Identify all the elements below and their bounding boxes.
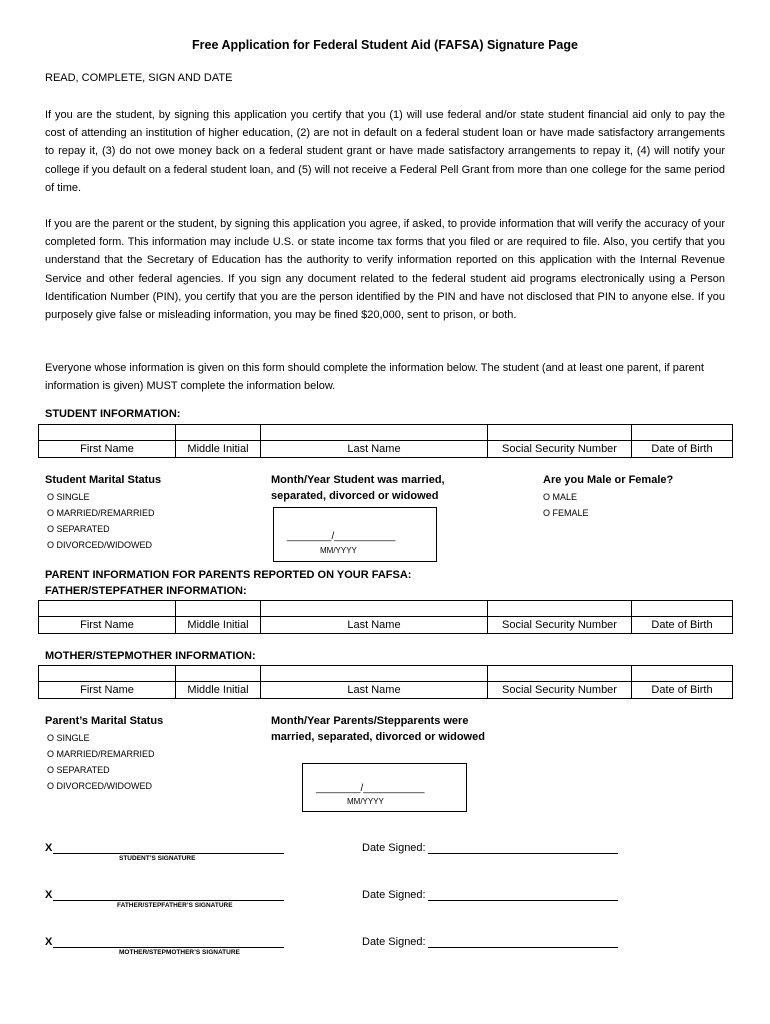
last-name-label: Last Name xyxy=(261,441,488,458)
father-ssn-field[interactable] xyxy=(488,601,632,617)
middle-initial-label: Middle Initial xyxy=(176,441,261,458)
mother-first-name-field[interactable] xyxy=(39,666,176,682)
last-name-label: Last Name xyxy=(261,617,488,634)
last-name-label: Last Name xyxy=(261,682,488,699)
student-married-heading-2: separated, divorced or widowed xyxy=(271,490,439,502)
middle-initial-label: Middle Initial xyxy=(176,617,261,634)
first-name-label: First Name xyxy=(39,682,176,699)
gender-options xyxy=(543,489,589,521)
student-dob-field[interactable] xyxy=(632,425,733,441)
student-marital-heading: Student Marital Status xyxy=(45,474,162,486)
student-info-heading: STUDENT INFORMATION: xyxy=(45,408,181,420)
father-last-name-field[interactable] xyxy=(261,601,488,617)
verification-paragraph: If you are the parent or the student, by signing this application you agree, if asked, to provide information that will verify the accuracy of your completed form. This information may include U.S. or state income tax forms that you filed or are required to file. Also, you certify that you understand that the Secretary of Education has the authority to verify information reported on this application with the Internal Revenue Service and other federal agencies. If you sign any document related to the federal student aid programs electronically using a Person Identification Number (PIN), you certify that you are the person identified by the PIN and have not disclosed that PIN to anyone else. If you purposely give false or misleading information, you may be fined $20,000, sent to prison, or both. xyxy=(45,218,725,322)
father-date-signed-label: Date Signed: xyxy=(362,889,426,901)
parent-date-format: MM/YYYY xyxy=(347,797,384,806)
mother-info-table xyxy=(38,665,733,699)
mother-info-heading: MOTHER/STEPMOTHER INFORMATION: xyxy=(45,650,256,662)
mother-dob-field[interactable] xyxy=(632,666,733,682)
father-signature-line[interactable] xyxy=(53,900,284,901)
student-ssn-field[interactable] xyxy=(488,425,632,441)
dob-label: Date of Birth xyxy=(632,617,733,634)
mother-sign-mark: X xyxy=(45,936,53,948)
mother-date-signed-label: Date Signed: xyxy=(362,936,426,948)
mother-ssn-field[interactable] xyxy=(488,666,632,682)
student-certification-paragraph: If you are the student, by signing this application you certify that you (1) will use federal and/or state student financial aid only to pay the cost of attending an institution of higher education, (2) are not in default on a federal student loan or have made satisfactory arrangements to repay it, (3) do not owe money back on a federal student grant or have made satisfactory arrangements to repay it, (4) will notify your college if you default on a federal student loan, and (5) will not receive a Federal Pell Grant from more than one college for the same period of time. xyxy=(45,109,725,194)
father-info-heading: FATHER/STEPFATHER INFORMATION: xyxy=(45,585,247,597)
parent-option-separated[interactable]: O SEPARATED xyxy=(47,765,110,775)
father-middle-initial-field[interactable] xyxy=(176,601,261,617)
ssn-label: Social Security Number xyxy=(488,682,632,699)
student-option-divorced[interactable]: O DIVORCED/WIDOWED xyxy=(47,540,152,550)
student-option-separated[interactable]: O SEPARATED xyxy=(47,524,110,534)
mother-signature-line[interactable] xyxy=(53,947,284,948)
ssn-label: Social Security Number xyxy=(488,441,632,458)
student-middle-initial-field[interactable] xyxy=(176,425,261,441)
gender-option-female[interactable]: O FEMALE xyxy=(543,508,589,518)
mother-last-name-field[interactable] xyxy=(261,666,488,682)
student-married-heading-1: Month/Year Student was married, xyxy=(271,474,445,486)
father-sign-mark: X xyxy=(45,889,53,901)
father-date-signed-line[interactable] xyxy=(428,900,618,901)
student-first-name-field[interactable] xyxy=(39,425,176,441)
father-dob-field[interactable] xyxy=(632,601,733,617)
student-info-table xyxy=(38,424,733,458)
parent-date-blank: ________/___________ xyxy=(316,783,425,794)
mother-signature-label: MOTHER/STEPMOTHER’S SIGNATURE xyxy=(119,949,240,956)
parent-info-heading: PARENT INFORMATION FOR PARENTS REPORTED ON YOUR FAFSA: xyxy=(45,569,412,581)
student-signature-line[interactable] xyxy=(53,853,284,854)
dob-label: Date of Birth xyxy=(632,441,733,458)
first-name-label: First Name xyxy=(39,441,176,458)
gender-heading: Are you Male or Female? xyxy=(543,474,674,486)
parent-option-married[interactable]: O MARRIED/REMARRIED xyxy=(47,749,155,759)
mother-middle-initial-field[interactable] xyxy=(176,666,261,682)
parent-married-heading-1: Month/Year Parents/Stepparents were xyxy=(271,715,469,727)
gender-option-male[interactable]: O MALE xyxy=(543,492,578,502)
page-title: Free Application for Federal Student Aid (FAFSA) Signature Page xyxy=(192,38,578,52)
instructions: READ, COMPLETE, SIGN AND DATE xyxy=(45,72,233,84)
father-first-name-field[interactable] xyxy=(39,601,176,617)
student-option-single[interactable]: O SINGLE xyxy=(47,492,90,502)
father-signature-label: FATHER/STEPFATHER’S SIGNATURE xyxy=(117,902,233,909)
parent-option-single[interactable]: O SINGLE xyxy=(47,733,90,743)
student-signature-label: STUDENT’S SIGNATURE xyxy=(119,855,196,862)
student-date-signed-label: Date Signed: xyxy=(362,842,426,854)
student-marital-options xyxy=(47,489,155,553)
ssn-label: Social Security Number xyxy=(488,617,632,634)
student-date-signed-line[interactable] xyxy=(428,853,618,854)
middle-initial-label: Middle Initial xyxy=(176,682,261,699)
mother-date-signed-line[interactable] xyxy=(428,947,618,948)
student-date-format: MM/YYYY xyxy=(320,546,357,555)
parent-married-heading-2: married, separated, divorced or widowed xyxy=(271,731,485,743)
completion-paragraph: Everyone whose information is given on this form should complete the information below. The student (and at least one parent, if parent information is given) MUST complete the information below. xyxy=(45,362,704,393)
parent-marital-options xyxy=(47,730,155,794)
student-option-married[interactable]: O MARRIED/REMARRIED xyxy=(47,508,155,518)
parent-option-divorced[interactable]: O DIVORCED/WIDOWED xyxy=(47,781,152,791)
student-sign-mark: X xyxy=(45,842,53,854)
student-last-name-field[interactable] xyxy=(261,425,488,441)
parent-marital-heading: Parent’s Marital Status xyxy=(45,715,164,727)
first-name-label: First Name xyxy=(39,617,176,634)
student-date-blank: ________/___________ xyxy=(287,531,396,542)
dob-label: Date of Birth xyxy=(632,682,733,699)
father-info-table xyxy=(38,600,733,634)
